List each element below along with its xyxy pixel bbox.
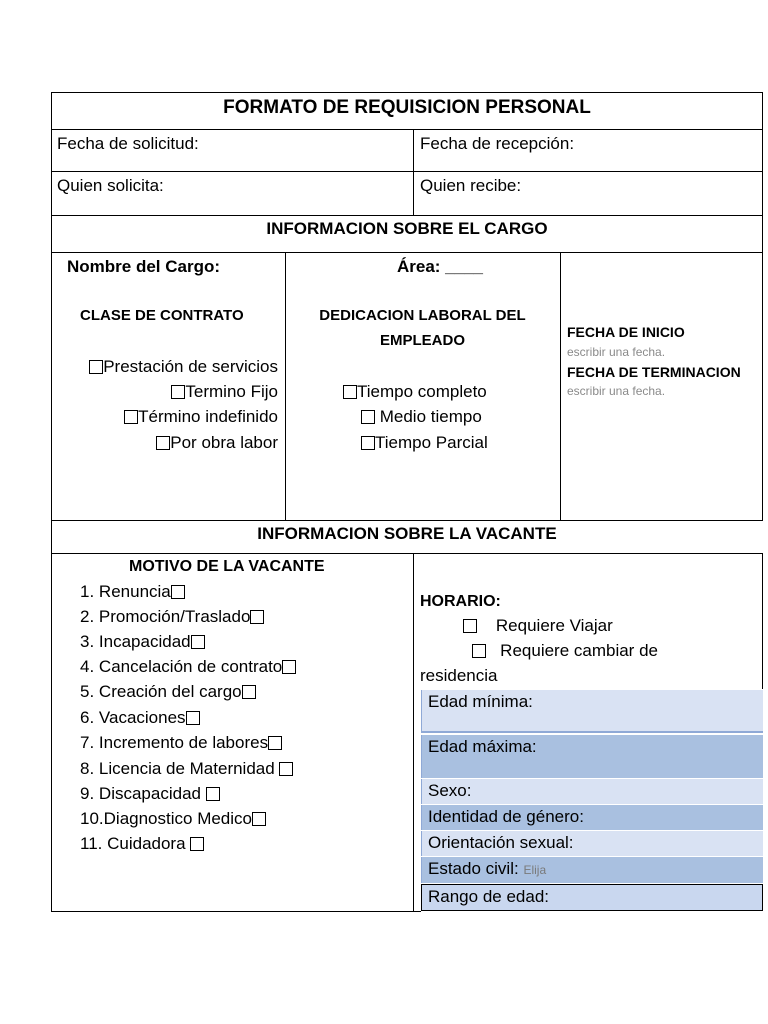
divider bbox=[51, 129, 763, 130]
item-number: 11. bbox=[80, 834, 103, 853]
divider bbox=[51, 520, 763, 521]
checkbox-icon[interactable] bbox=[268, 736, 282, 750]
option-label: Requiere cambiar de bbox=[500, 641, 658, 660]
field-label: Orientación sexual: bbox=[428, 833, 574, 852]
contrato-option-indefinido[interactable] bbox=[124, 406, 278, 428]
motivo-heading: MOTIVO DE LA VACANTE bbox=[129, 558, 325, 575]
item-number: 1. bbox=[80, 582, 95, 601]
checkbox-icon[interactable] bbox=[206, 787, 220, 801]
field-label: Identidad de género: bbox=[428, 807, 584, 826]
divider bbox=[413, 129, 414, 215]
checkbox-icon[interactable] bbox=[242, 685, 256, 699]
item-label: Discapacidad bbox=[98, 784, 206, 803]
checkbox-icon[interactable] bbox=[190, 837, 204, 851]
clase-contrato-heading: CLASE DE CONTRATO bbox=[80, 307, 244, 324]
divider bbox=[285, 252, 286, 520]
form-title: FORMATO DE REQUISICION PERSONAL bbox=[223, 97, 591, 118]
item-number: 5. bbox=[80, 682, 95, 701]
estado-civil-dropdown[interactable]: Elija bbox=[523, 863, 547, 877]
vacante-section-heading: INFORMACION SOBRE LA VACANTE bbox=[257, 524, 557, 543]
orientacion-sexual-field[interactable] bbox=[421, 831, 763, 856]
option-label: Por obra labor bbox=[170, 433, 278, 452]
checkbox-icon[interactable] bbox=[361, 410, 375, 424]
area-label[interactable]: Área: ____ bbox=[397, 257, 484, 276]
motivo-item[interactable] bbox=[80, 732, 282, 754]
fecha-recepcion-label[interactable]: Fecha de recepción: bbox=[420, 134, 575, 153]
option-label: Medio tiempo bbox=[375, 407, 482, 426]
checkbox-icon[interactable] bbox=[252, 812, 266, 826]
fecha-terminacion-placeholder[interactable]: escribir una fecha. bbox=[567, 384, 666, 398]
field-label: Rango de edad: bbox=[428, 887, 549, 906]
item-label: Renuncia bbox=[98, 582, 171, 601]
item-label: Cuidadora bbox=[107, 834, 191, 853]
option-label: Termino Fijo bbox=[185, 382, 278, 401]
viajar-option[interactable] bbox=[463, 615, 613, 637]
estado-civil-field[interactable] bbox=[421, 857, 763, 883]
field-label: Estado civil: bbox=[428, 859, 519, 878]
checkbox-icon[interactable] bbox=[282, 660, 296, 674]
divider bbox=[51, 171, 763, 172]
edad-maxima-field[interactable] bbox=[421, 735, 763, 778]
divider bbox=[51, 252, 763, 253]
quien-solicita-label[interactable]: Quien solicita: bbox=[57, 176, 164, 195]
option-label: Prestación de servicios bbox=[103, 357, 278, 376]
nombre-cargo-label[interactable]: Nombre del Cargo: bbox=[67, 257, 221, 276]
fecha-terminacion-label: FECHA DE TERMINACION bbox=[567, 364, 741, 380]
item-label: Licencia de Maternidad bbox=[98, 759, 280, 778]
item-label: Promoción/Traslado bbox=[98, 607, 251, 626]
motivo-item[interactable] bbox=[80, 631, 205, 653]
motivo-item[interactable] bbox=[80, 581, 185, 603]
option-label: Requiere Viajar bbox=[495, 616, 613, 635]
residencia-option[interactable] bbox=[472, 640, 658, 662]
dedicacion-option-completo[interactable] bbox=[343, 381, 487, 403]
contrato-option-prestacion[interactable] bbox=[89, 356, 278, 378]
divider bbox=[560, 252, 561, 520]
option-label: Tiempo Parcial bbox=[375, 433, 488, 452]
checkbox-icon[interactable] bbox=[472, 644, 486, 658]
border-bottom bbox=[51, 911, 421, 912]
requisition-form bbox=[51, 92, 763, 912]
horario-label: HORARIO: bbox=[420, 593, 501, 610]
checkbox-icon[interactable] bbox=[463, 619, 477, 633]
fecha-inicio-placeholder[interactable]: escribir una fecha. bbox=[567, 345, 666, 359]
option-label: Término indefinido bbox=[138, 407, 278, 426]
item-label: Incapacidad bbox=[98, 632, 191, 651]
rango-edad-field[interactable] bbox=[421, 884, 763, 911]
checkbox-icon[interactable] bbox=[171, 385, 185, 399]
item-label: Vacaciones bbox=[98, 708, 186, 727]
motivo-item[interactable] bbox=[80, 681, 256, 703]
checkbox-icon[interactable] bbox=[89, 360, 103, 374]
checkbox-icon[interactable] bbox=[279, 762, 293, 776]
field-label: Sexo: bbox=[428, 781, 472, 800]
checkbox-icon[interactable] bbox=[171, 585, 185, 599]
fecha-inicio-label: FECHA DE INICIO bbox=[567, 324, 685, 340]
divider bbox=[413, 553, 414, 912]
motivo-item[interactable] bbox=[80, 606, 264, 628]
motivo-item[interactable] bbox=[80, 833, 204, 855]
divider bbox=[51, 215, 763, 216]
dedicacion-option-parcial[interactable] bbox=[361, 432, 488, 454]
contrato-option-termino-fijo[interactable] bbox=[171, 381, 278, 403]
checkbox-icon[interactable] bbox=[124, 410, 138, 424]
field-label: Edad mínima: bbox=[428, 692, 533, 711]
checkbox-icon[interactable] bbox=[191, 635, 205, 649]
checkbox-icon[interactable] bbox=[186, 711, 200, 725]
dedicacion-heading-2: EMPLEADO bbox=[379, 332, 465, 349]
option-label: Tiempo completo bbox=[357, 382, 487, 401]
quien-recibe-label[interactable]: Quien recibe: bbox=[420, 176, 522, 195]
edad-minima-field[interactable] bbox=[421, 690, 763, 733]
item-label: Incremento de labores bbox=[98, 733, 269, 752]
motivo-item[interactable] bbox=[80, 783, 220, 805]
item-number: 9. bbox=[80, 784, 95, 803]
motivo-item[interactable] bbox=[80, 656, 296, 678]
item-number: 8. bbox=[80, 759, 95, 778]
checkbox-icon[interactable] bbox=[361, 436, 375, 450]
checkbox-icon[interactable] bbox=[250, 610, 264, 624]
dedicacion-option-medio[interactable] bbox=[361, 406, 482, 428]
item-label: Diagnostico Medico bbox=[103, 809, 252, 828]
motivo-item[interactable] bbox=[80, 758, 293, 780]
dedicacion-heading-1: DEDICACION LABORAL DEL bbox=[319, 307, 526, 324]
border-top bbox=[51, 92, 763, 93]
cargo-section-heading: INFORMACION SOBRE EL CARGO bbox=[266, 219, 548, 238]
field-label: Edad máxima: bbox=[428, 737, 537, 756]
item-number: 4. bbox=[80, 657, 95, 676]
identidad-genero-field[interactable] bbox=[421, 805, 763, 830]
item-number: 6. bbox=[80, 708, 95, 727]
item-number: 10. bbox=[80, 809, 104, 828]
item-number: 2. bbox=[80, 607, 95, 626]
sexo-field[interactable] bbox=[421, 779, 763, 804]
checkbox-icon[interactable] bbox=[156, 436, 170, 450]
divider bbox=[51, 553, 763, 554]
contrato-option-obra-labor[interactable] bbox=[156, 432, 278, 454]
item-label: Creación del cargo bbox=[98, 682, 242, 701]
item-label: Cancelación de contrato bbox=[98, 657, 283, 676]
divider bbox=[762, 553, 763, 689]
motivo-item[interactable] bbox=[80, 707, 200, 729]
item-number: 3. bbox=[80, 632, 95, 651]
border-right bbox=[762, 92, 763, 520]
motivo-item[interactable] bbox=[80, 808, 266, 830]
checkbox-icon[interactable] bbox=[343, 385, 357, 399]
residencia-option-line2: residencia bbox=[420, 666, 498, 685]
item-number: 7. bbox=[80, 733, 95, 752]
fecha-solicitud-label[interactable]: Fecha de solicitud: bbox=[57, 134, 199, 153]
